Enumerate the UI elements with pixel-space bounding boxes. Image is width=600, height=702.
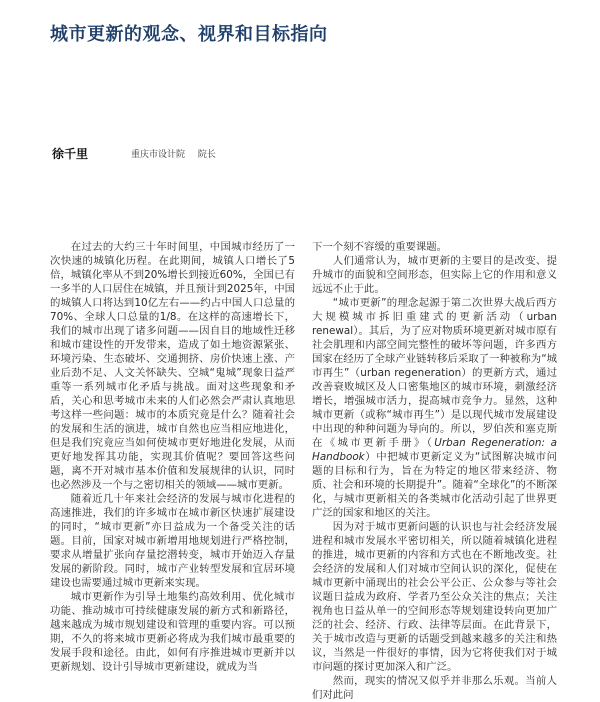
paragraph: 人们通常认为，城市更新的主要目的是改变、提升城市的面貌和空间形态，但实际上它的作用和意义远远不止于此。 [312,255,557,295]
author-name: 徐千里 [52,147,89,161]
article-title: 城市更新的观念、视界和目标指向 [50,24,328,45]
paragraph [312,296,557,520]
paragraph: 在过去的大约三十年时间里，中国城市经历了一次快速的城镇化历程。在此期间，城镇人口增长了5倍，城镇化率从不到20%增长到接近60%，全国已有一多半的人口居住在城镇，并且预计到2025年，中国的城镇人口将达到10亿左右——约占中国人口总量的70%、全球人口总量的1/8。在这样的高速增长下，我们的城市出现了诸多问题——因自目的地域性迁移和城市建设性的开发带来，造成了如土地资源紧张、环境污染、生态破坏、交通拥挤、房价快速上涨、产业后劲不足、人文关怀缺失、空城“鬼城”现象日益严重等一系列城市化矛盾与挑战。面对这些现象和矛盾，关心和思考城市未来的人们必然会严肃认真地思考这样一些问题：城市的本质究竟是什么？随着社会的发展和生活的演进，城市自然也应当相应地进化，但是我们究竟应当如何使城市更好地进化发展，从而更好地发挥其功能，实现其价值呢？要回答这些问题，离不开对城市基本价值和发展规律的认识，同时也必然涉及一个与之密切相关的领域——城市更新。 [50,241,295,491]
paragraph-continuation: 下一个刻不容缓的重要课题。 [312,241,448,253]
paragraph: 随着近几十年来社会经济的发展与城市化进程的高速推进，我们的许多城市在城市新区快速扩展建设的同时，“城市更新”亦日益成为一个备受关注的话题。目前，国家对城市新增用地规划进行严格控制，要求从增量扩张向存量挖潜转变，城市开始迈入存量发展的新阶段。同时，城市产业转型发展和宜居环境建设也需要通过城市更新来实现。 [50,493,295,589]
paragraph: 因为对于城市更新问题的认识也与社会经济发展进程和城市发展水平密切相关，所以随着城镇化进程的推进，城市更新的内容和方式也在不断地改变。社会经济的发展和人们对城市空间认识的深化，促使在城市更新中涌现出的社会公平公正、公众参与等社会议题日益成为政府、学者乃至公众关注的焦点；关注视角也日益从单一的空间形态等规划建设转向更加广泛的社会、经济、行政、法律等层面。在此背景下，关于城市改造与更新的话题受到越来越多的关注和热议，当然是一件很好的事情，因为它将使我们对于城市问题的探讨更加深入和广泛。 [312,521,557,673]
affiliation-org: 重庆市设计院 [131,150,186,160]
book-title-english: Urban Regeneration: a Handbook [312,437,557,463]
author-affiliation [131,147,226,160]
paragraph-text: “城市更新”的理念起源于第二次世界大战后西方大规模城市拆旧重建式的更新活动（urban renewal）。其后，为了应对物质环境更新对城市原有社会肌理和内部空间完整性的破坏等问题，许多西方国家在经历了全球产业链转移后采取了一种被称为“城市再生”（urban regeneration）的更新方式，通过改善衰败城区及人口密集地区的城市环境，刺激经济增长，增强城市活力，提高城市竞争力。显然，这种城市更新（或称“城市再生”）是以现代城市发展建设中出现的种种问题为导向的。所以，罗伯茨和塞克斯在《城市更新手册》（ [312,297,557,449]
affiliation-position: 院长 [197,150,216,160]
paragraph: 然而，现实的情况又似乎并非那么乐观。当前人们对此问 [312,675,557,701]
paragraph: 城市更新作为引导土地集约高效利用、优化城市功能、推动城市可持续健康发展的新方式和新路径，越来越成为城市规划建设和管理的重要内容。可以预期，不久的将来城市更新必将成为我们城市最重要的发展手段和途径。由此，如何有序推进城市更新并以更新规划、设计引导城市更新建设，就成为当 [50,591,295,673]
left-column [50,240,295,674]
right-column [312,240,557,702]
paragraph-text: ）中把城市更新定义为“试图解决城市问题的目标和行为，旨在为特定的地区带来经济、物质、社会和环境的长期提升”。随着“全球化”的不断深化，与城市更新相关的各类城市化活动引起了世界更广泛的国家和地区的关注。 [312,451,557,519]
